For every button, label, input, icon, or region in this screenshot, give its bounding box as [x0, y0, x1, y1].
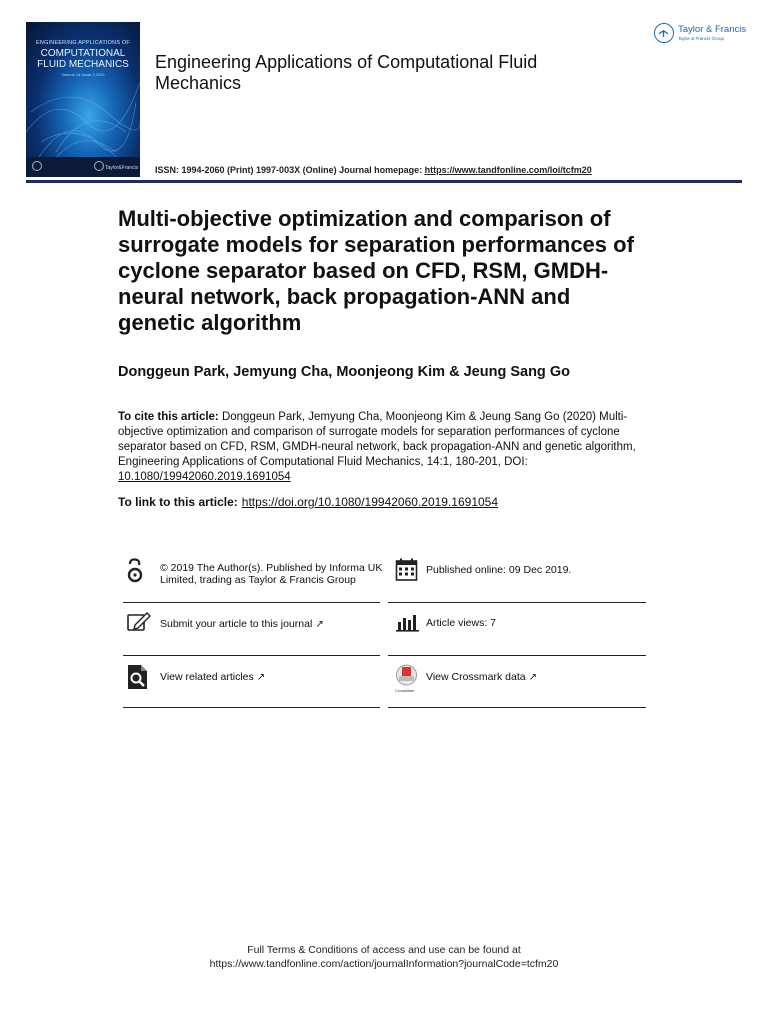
external-link-icon: ↗: [528, 672, 537, 683]
info-divider: [123, 707, 380, 708]
cover-society-logo: [32, 161, 42, 171]
publisher-name: Taylor & Francis: [678, 24, 747, 35]
published-date: Published online: 09 Dec 2019.: [426, 564, 572, 576]
cover-title-line1: COMPUTATIONAL: [40, 48, 126, 59]
citation-doi-link[interactable]: 10.1080/19942060.2019.1691054: [118, 471, 291, 483]
info-divider: [123, 602, 380, 603]
article-link-line: [118, 495, 498, 509]
page-footer: [0, 943, 768, 971]
cover-publisher-logo: [94, 161, 104, 171]
journal-title[interactable]: Engineering Applications of Computational Fluid Mechanics: [155, 52, 538, 93]
article-authors: Donggeun Park, Jemyung Cha, Moonjeong Kim & Jeung Sang Go: [118, 364, 570, 380]
cover-volume: Volume 14 Issue 1 2020: [61, 72, 105, 77]
cover-publisher-name: Taylor&Francis: [105, 165, 139, 171]
article-views-text: Article views: 7: [426, 617, 497, 629]
related-articles-text: View related articles: [160, 671, 254, 683]
edit-icon: [127, 611, 151, 635]
crossmark-logo-text: CrossMark: [395, 688, 415, 693]
crossmark-text: View Crossmark data: [426, 671, 526, 683]
info-divider: [123, 655, 380, 656]
citation-label: To cite this article:: [118, 411, 219, 423]
link-label: To link to this article:: [118, 495, 238, 509]
external-link-icon: ↗: [315, 619, 324, 630]
publisher-logo[interactable]: [654, 22, 754, 48]
info-divider: [388, 602, 646, 603]
article-title: Multi-objective optimization and comparison of surrogate models for separation performances of cyclone separator based on CFD, RSM, GMDH-neural network, back propagation-ANN and genetic algorithm: [118, 206, 634, 335]
calendar-icon: [395, 558, 419, 582]
publisher-group: Taylor & Francis Group: [678, 36, 725, 41]
footer-terms-text: Full Terms & Conditions of access and use can be found at: [247, 944, 521, 956]
citation-block: [118, 410, 658, 485]
crossmark-icon: [395, 664, 419, 693]
journal-homepage-link[interactable]: https://www.tandfonline.com/loi/tcfm20: [424, 165, 592, 175]
external-link-icon: ↗: [256, 672, 266, 683]
footer-terms-link[interactable]: https://www.tandfonline.com/action/journalInformation?journalCode=tcfm20: [209, 958, 559, 970]
cover-series: ENGINEERING APPLICATIONS OF: [36, 40, 130, 46]
info-divider: [388, 655, 646, 656]
license-text: © 2019 The Author(s). Published by Informa UK Limited, trading as Taylor & Francis Group: [160, 562, 383, 586]
cover-title: [26, 48, 140, 70]
open-access-icon: [123, 558, 147, 582]
taylor-francis-logo-icon: [654, 23, 674, 43]
header-divider: [26, 180, 742, 183]
cover-title-line2: FLUID MECHANICS: [37, 59, 129, 70]
journal-cover-image: [26, 22, 140, 177]
info-divider: [388, 707, 646, 708]
submit-article-text: Submit your article to this journal: [160, 618, 313, 630]
issn-line: [155, 165, 592, 175]
issn-text: ISSN: 1994-2060 (Print) 1997-003X (Online) Journal homepage:: [155, 165, 425, 175]
bar-chart-icon: [395, 611, 419, 635]
article-doi-link[interactable]: https://doi.org/10.1080/19942060.2019.1691054: [241, 495, 499, 509]
citation-text: Donggeun Park, Jemyung Cha, Moonjeong Kim & Jeung Sang Go (2020) Multi-objective optimization and comparison of surrogate models for separation performances of cyclone separator based on CFD, RSM, GMDH-neural network, back propagation-ANN and genetic algorithm, Engineering Applications of Computational Fluid Mechanics, 14:1, 180-201, DOI:: [118, 411, 636, 468]
search-document-icon: [127, 664, 151, 688]
